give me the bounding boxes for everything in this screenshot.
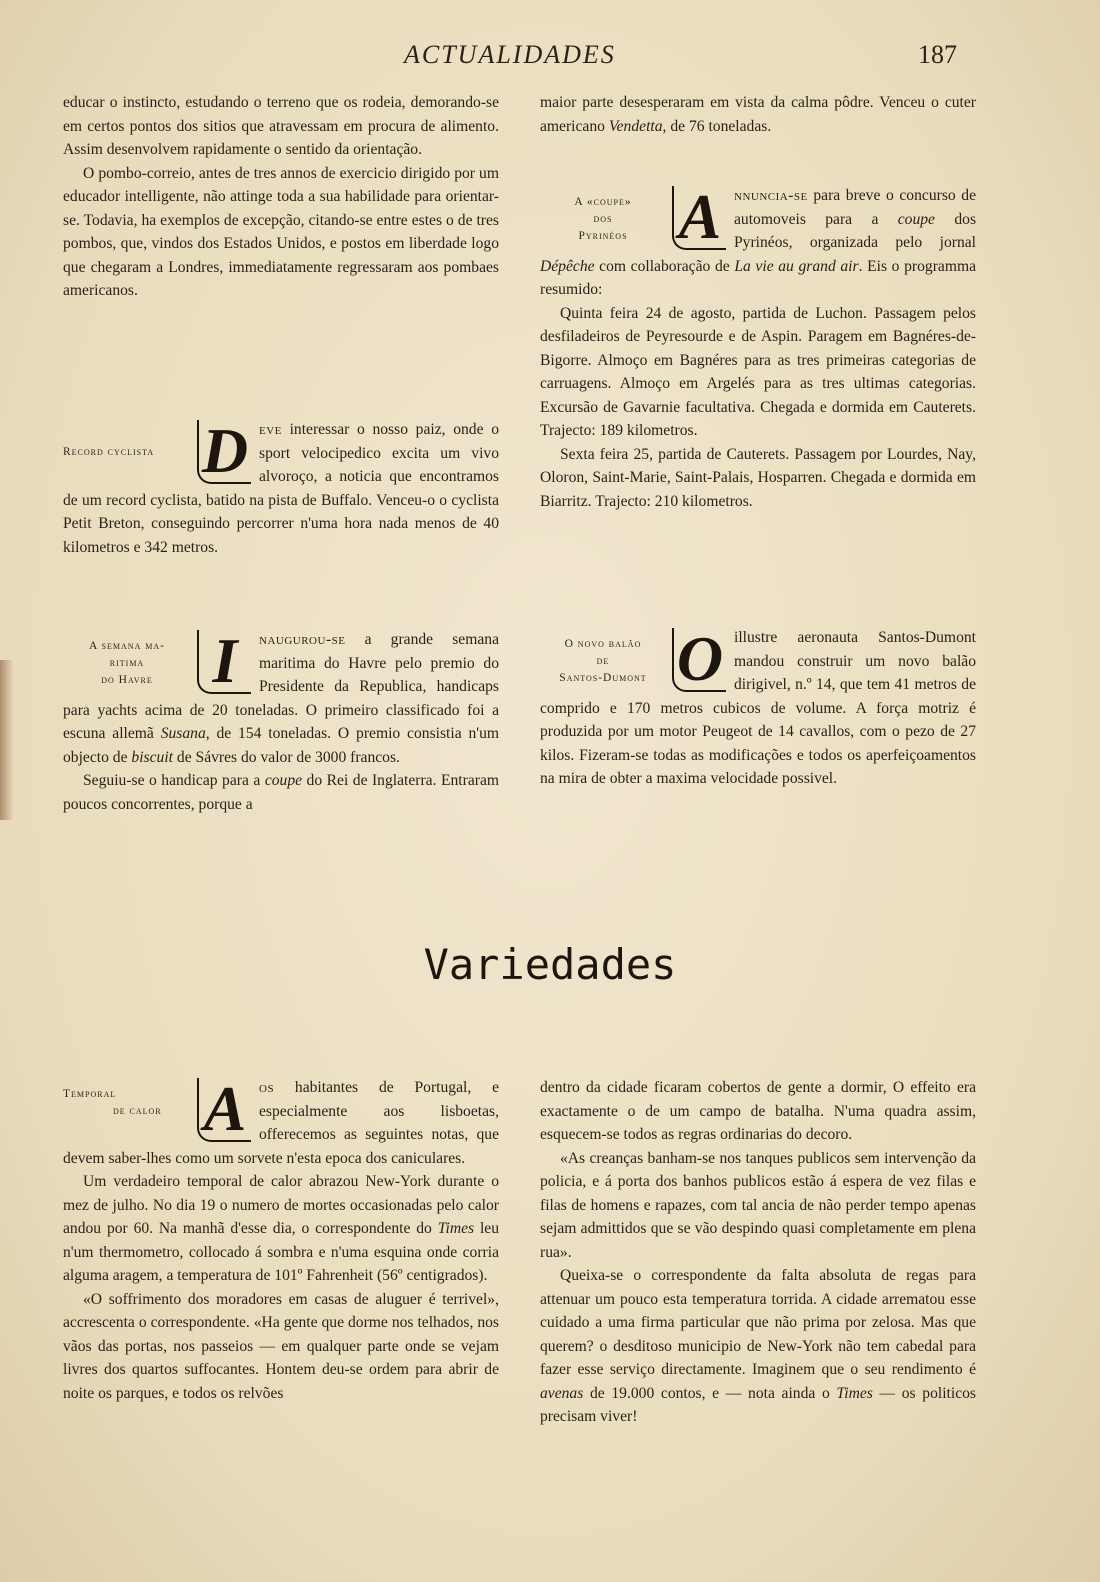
article-coupe-pyrineos	[540, 184, 976, 513]
paragraph: O pombo-correio, antes de tres annos de exercicio dirigido por um educador intelligente, não attinge toda a sua habilidade para orientar-se. Todavia, ha exemplos de excepção, citando-se entre estes o de tres pombos, que, vindos dos Estados Unidos, e postos em liberdade logo que chegaram a Londres, immediatamente regressaram aos pombaes americanos.	[63, 164, 499, 299]
right-column-bottom	[540, 1076, 976, 1429]
article-temporal-de-calor	[63, 1076, 499, 1405]
article-balao-santos-dumont	[540, 626, 976, 791]
drop-cap: A	[672, 186, 726, 250]
paragraph: «As creanças banham-se nos tanques publicos sem intervenção da policia, e á porta dos banhos publicos estão á espera de vez filas e filas de homens e rapazes, com tal ancia de não perder tempo apenas sejam admittidos que se vão despindo quasi completamente em plena rua».	[540, 1149, 976, 1261]
article-body: illustre aeronauta Santos-Dumont mandou construir um novo balão dirigivel, n.º 14, que tem 41 metros de comprido e 170 metros cubicos de volume. A força motriz é produzida por um motor Peugeot de 14 cavallos, com o pezo de 27 kilos. Fizeram-se todas as modificações e todos os aperfeiçoamentos na mira de obter a maxima velocidade possivel.	[540, 629, 976, 787]
side-label: A «coupe» dos Pyrinéos	[574, 196, 632, 242]
drop-cap: A	[197, 1078, 251, 1142]
side-label: A semana ma- ritima do Havre	[89, 640, 165, 686]
right-column-top	[540, 91, 976, 138]
paragraph: educar o instincto, estudando o terreno que os rodeia, demorando-se em certos pontos dos sitios que atravessam em procura de alimento. Assim desenvolvem rapidamente o sentido da orientação.	[63, 94, 499, 158]
article-body: nnuncia-se para breve o concurso de automoveis para a coupe dos Pyrinéos, organizada pelo jornal Dépêche com collaboração de La vie au grand air. Eis o programma resumido:	[540, 187, 976, 298]
paragraph: dentro da cidade ficaram cobertos de gente a dormir, O effeito era exactamente o de um campo de batalha. N'uma quadra assim, esquecem-se todos as regras ordinarias do decoro.	[540, 1079, 976, 1143]
paragraph: Um verdadeiro temporal de calor abrazou New-York durante o mez de julho. No dia 19 o numero de mortes occasionadas pelo calor andou por 60. Na manhã d'esse dia, o correspondente do Times leu n'um thermometro, collocado á sombra e n'uma esquina onde corria alguma aragem, a temperatura de 101º Fahrenheit (56º centigrados).	[63, 1173, 499, 1284]
paragraph: maior parte desesperaram em vista da calma pôdre. Venceu o cuter americano Vendetta, de 76 toneladas.	[540, 94, 976, 135]
side-label: Record cyclista	[63, 446, 155, 458]
drop-cap: I	[197, 630, 251, 694]
article-body: os habitantes de Portugal, e especialmente aos lisboetas, offerecemos as seguintes notas, que devem saber-lhes como um sorvete n'esta epoca dos caniculares.	[63, 1079, 499, 1167]
paragraph: Queixa-se o correspondente da falta absoluta de regas para attenuar um pouco esta temperatura torrida. A cidade arrematou esse cuidado a uma firma particular que não prima por zelosa. Mas que querem? o desditoso municipio de New-York não tem cabedal para fazer esse serviço directamente. Imaginem que o seu rendimento é avenas de 19.000 contos, e — nota ainda o Times — os politicos precisam viver!	[540, 1267, 976, 1425]
drop-cap: D	[197, 420, 251, 484]
side-label: Temporal de calor	[63, 1088, 162, 1117]
article-record-cyclista	[63, 418, 499, 559]
side-label: O novo balão de Santos-Dumont	[559, 638, 647, 684]
article-body: naugurou-se a grande semana maritima do Havre pelo premio do Presidente da Republica, handicaps para yachts acima de 20 toneladas. O primeiro classificado foi a escuna allemã Susana, de 154 toneladas. O premio consistia n'um objecto de biscuit de Sávres do valor de 3000 francos.	[63, 631, 499, 766]
page-header	[0, 36, 1100, 76]
running-title: ACTUALIDADES	[404, 40, 616, 69]
paragraph: Seguiu-se o handicap para a coupe do Rei de Inglaterra. Entraram poucos concorrentes, porque a	[63, 772, 499, 813]
paragraph: Quinta feira 24 de agosto, partida de Luchon. Passagem pelos desfiladeiros de Peyresourde e de Aspin. Paragem em Bagnéres-de-Bigorre. Almoço em Bagnéres para as tres primeiras categorias de carruagens. Almoço em Argelés para as tres ultimas categorias. Excursão de Gavarnie facultativa. Chegada e dormida em Cauterets. Trajecto: 189 kilometros.	[540, 304, 976, 439]
section-title: Variedades	[423, 940, 677, 989]
page-stain	[0, 660, 14, 820]
page-number: 187	[918, 40, 957, 69]
paragraph: Sexta feira 25, partida de Cauterets. Passagem por Lourdes, Nay, Oloron, Saint-Marie, Saint-Palais, Hosparren. Chegada e dormida em Biarritz. Trajecto: 210 kilometros.	[540, 445, 976, 510]
article-body: eve interessar o nosso paiz, onde o sport velocipedico excita um vivo alvoroço, a noticia que encontramos de um record cyclista, batido na pista de Buffalo. Venceu-o o cyclista Petit Breton, conseguindo percorrer n'uma hora nada menos de 40 kilometros e 342 metros.	[63, 421, 499, 556]
drop-cap: O	[672, 628, 726, 692]
left-column-top	[63, 91, 499, 303]
paragraph: «O soffrimento dos moradores em casas de aluguer é terrivel», accrescenta o correspondente. «Ha gente que dorme nos telhados, nos vãos das portas, nos passeios — em qualquer parte onde se vejam livres dos quartos suffocantes. Hontem deu-se ordem para abrir de noite os parques, e todos os relvões	[63, 1290, 499, 1402]
article-semana-maritima	[63, 628, 499, 816]
